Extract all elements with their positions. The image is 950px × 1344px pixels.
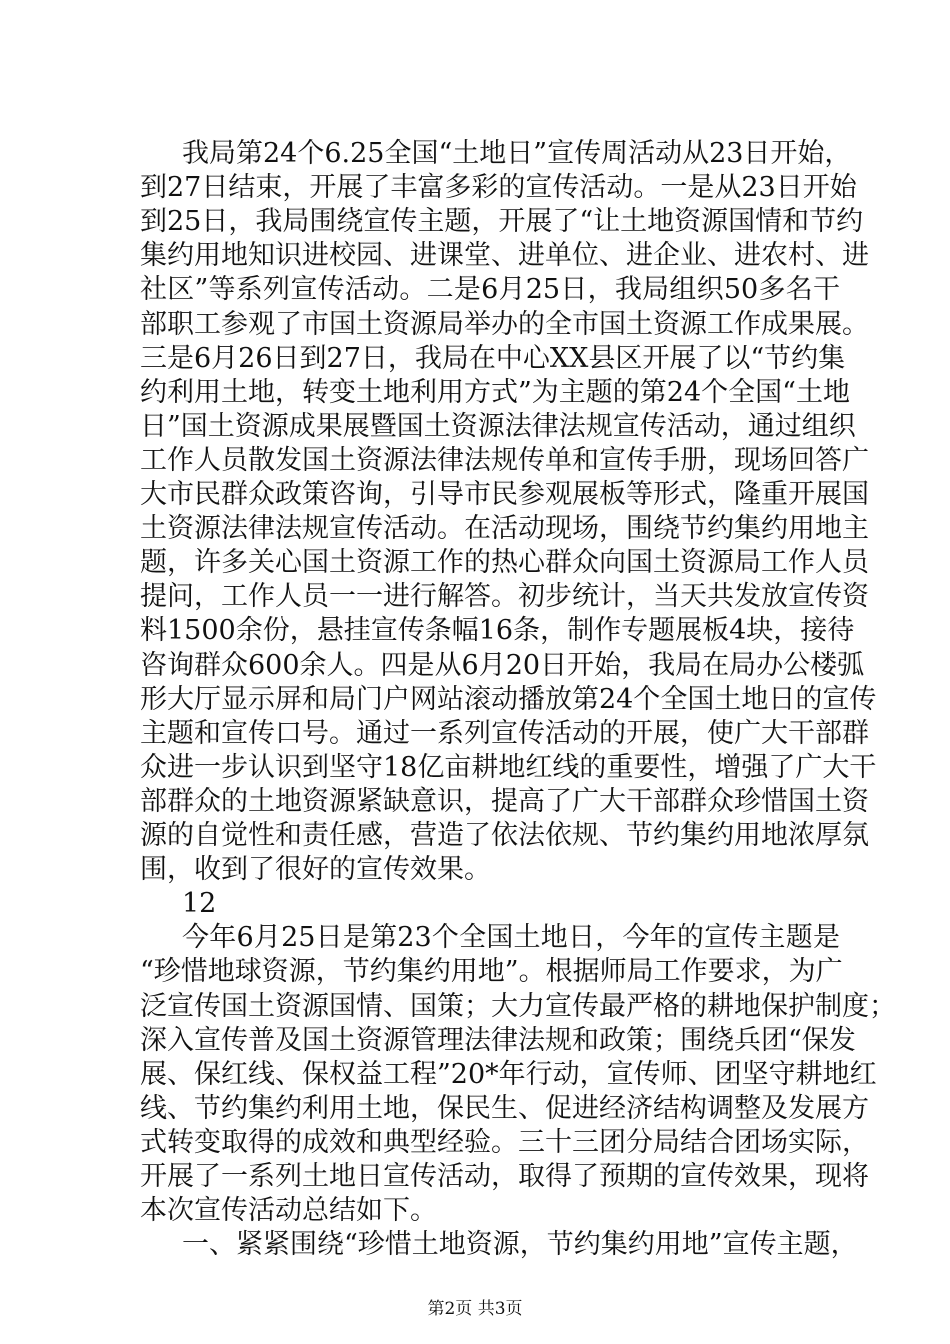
paragraph-1-line-7: 三是6月26日到27日，我局在中心XX县区开展了以“节约集 <box>140 343 846 374</box>
paragraph-1-line-6: 部职工参观了市国土资源局举办的全市国土资源工作成果展。 <box>140 309 869 340</box>
paragraph-1-line-17: 形大厅显示屏和局门户网站滚动播放第24个全国土地日的宣传 <box>140 684 877 715</box>
paragraph-1-line-5: 社区”等系列宣传活动。二是6月25日，我局组织50多名干 <box>140 274 840 305</box>
paragraph-1-line-10: 工作人员散发国土资源法律法规传单和宣传手册，现场回答广 <box>140 445 869 476</box>
paragraph-1-line-15: 料1500余份，悬挂宣传条幅16条，制作专题展板4块，接待 <box>140 615 855 646</box>
paragraph-2-line-1: 今年6月25日是第23个全国土地日，今年的宣传主题是 <box>182 922 840 953</box>
paragraph-1-line-11: 大市民群众政策咨询，引导市民参观展板等形式，隆重开展国 <box>140 479 869 510</box>
paragraph-1-line-16: 咨询群众600余人。四是从6月20日开始，我局在局办公楼弧 <box>140 650 865 681</box>
paragraph-1-line-21: 源的自觉性和责任感，营造了依法依规、节约集约用地浓厚氛 <box>140 820 869 851</box>
paragraph-2-line-7: 式转变取得的成效和典型经验。三十三团分局结合团场实际， <box>140 1127 869 1158</box>
paragraph-2-line-2: “珍惜地球资源，节约集约用地”。根据师局工作要求，为广 <box>140 956 843 987</box>
paragraph-1-line-22: 围，收到了很好的宣传效果。 <box>140 854 491 885</box>
paragraph-2-line-5: 展、保红线、保权益工程”20*年行动，宣传师、团坚守耕地红 <box>140 1059 877 1090</box>
paragraph-2-line-8: 开展了一系列土地日宣传活动，取得了预期的宣传效果，现将 <box>140 1161 869 1192</box>
paragraph-1-line-9: 日”国土资源成果展暨国土资源法律法规宣传活动，通过组织 <box>140 411 856 442</box>
paragraph-1-line-13: 题，许多关心国土资源工作的热心群众向国土资源局工作人员 <box>140 547 869 578</box>
paragraph-1-line-1: 我局第24个6.25全国“土地日”宣传周活动从23日开始， <box>182 138 852 169</box>
paragraph-1-line-3: 到25日，我局围绕宣传主题，开展了“让土地资源国情和节约 <box>140 206 864 237</box>
section-number: 12 <box>182 888 217 919</box>
paragraph-1-line-14: 提问，工作人员一一进行解答。初步统计，当天共发放宣传资 <box>140 581 869 612</box>
paragraph-1-line-8: 约利用土地，转变土地利用方式”为主题的第24个全国“土地 <box>140 377 850 408</box>
paragraph-3-line-1: 一、紧紧围绕“珍惜土地资源，节约集约用地”宣传主题， <box>182 1229 858 1260</box>
paragraph-1-line-18: 主题和宣传口号。通过一系列宣传活动的开展，使广大干部群 <box>140 718 869 749</box>
paragraph-2-line-4: 深入宣传普及国土资源管理法律法规和政策；围绕兵团“保发 <box>140 1025 856 1056</box>
paragraph-1-line-20: 部群众的土地资源紧缺意识，提高了广大干部群众珍惜国土资 <box>140 786 869 817</box>
paragraph-2-line-9: 本次宣传活动总结如下。 <box>140 1195 437 1226</box>
paragraph-1-line-12: 土资源法律法规宣传活动。在活动现场，围绕节约集约用地主 <box>140 513 869 544</box>
paragraph-2-line-3: 泛宣传国土资源国情、国策；大力宣传最严格的耕地保护制度； <box>140 991 896 1022</box>
paragraph-1-line-4: 集约用地知识进校园、进课堂、进单位、进企业、进农村、进 <box>140 240 869 271</box>
paragraph-1-line-19: 众进一步认识到坚守18亿亩耕地红线的重要性，增强了广大干 <box>140 752 877 783</box>
page-footer: 第2页 共3页 <box>427 1299 523 1319</box>
paragraph-1-line-2: 到27日结束，开展了丰富多彩的宣传活动。一是从23日开始 <box>140 172 857 203</box>
paragraph-2-line-6: 线、节约集约利用土地，保民生、促进经济结构调整及发展方 <box>140 1093 869 1124</box>
